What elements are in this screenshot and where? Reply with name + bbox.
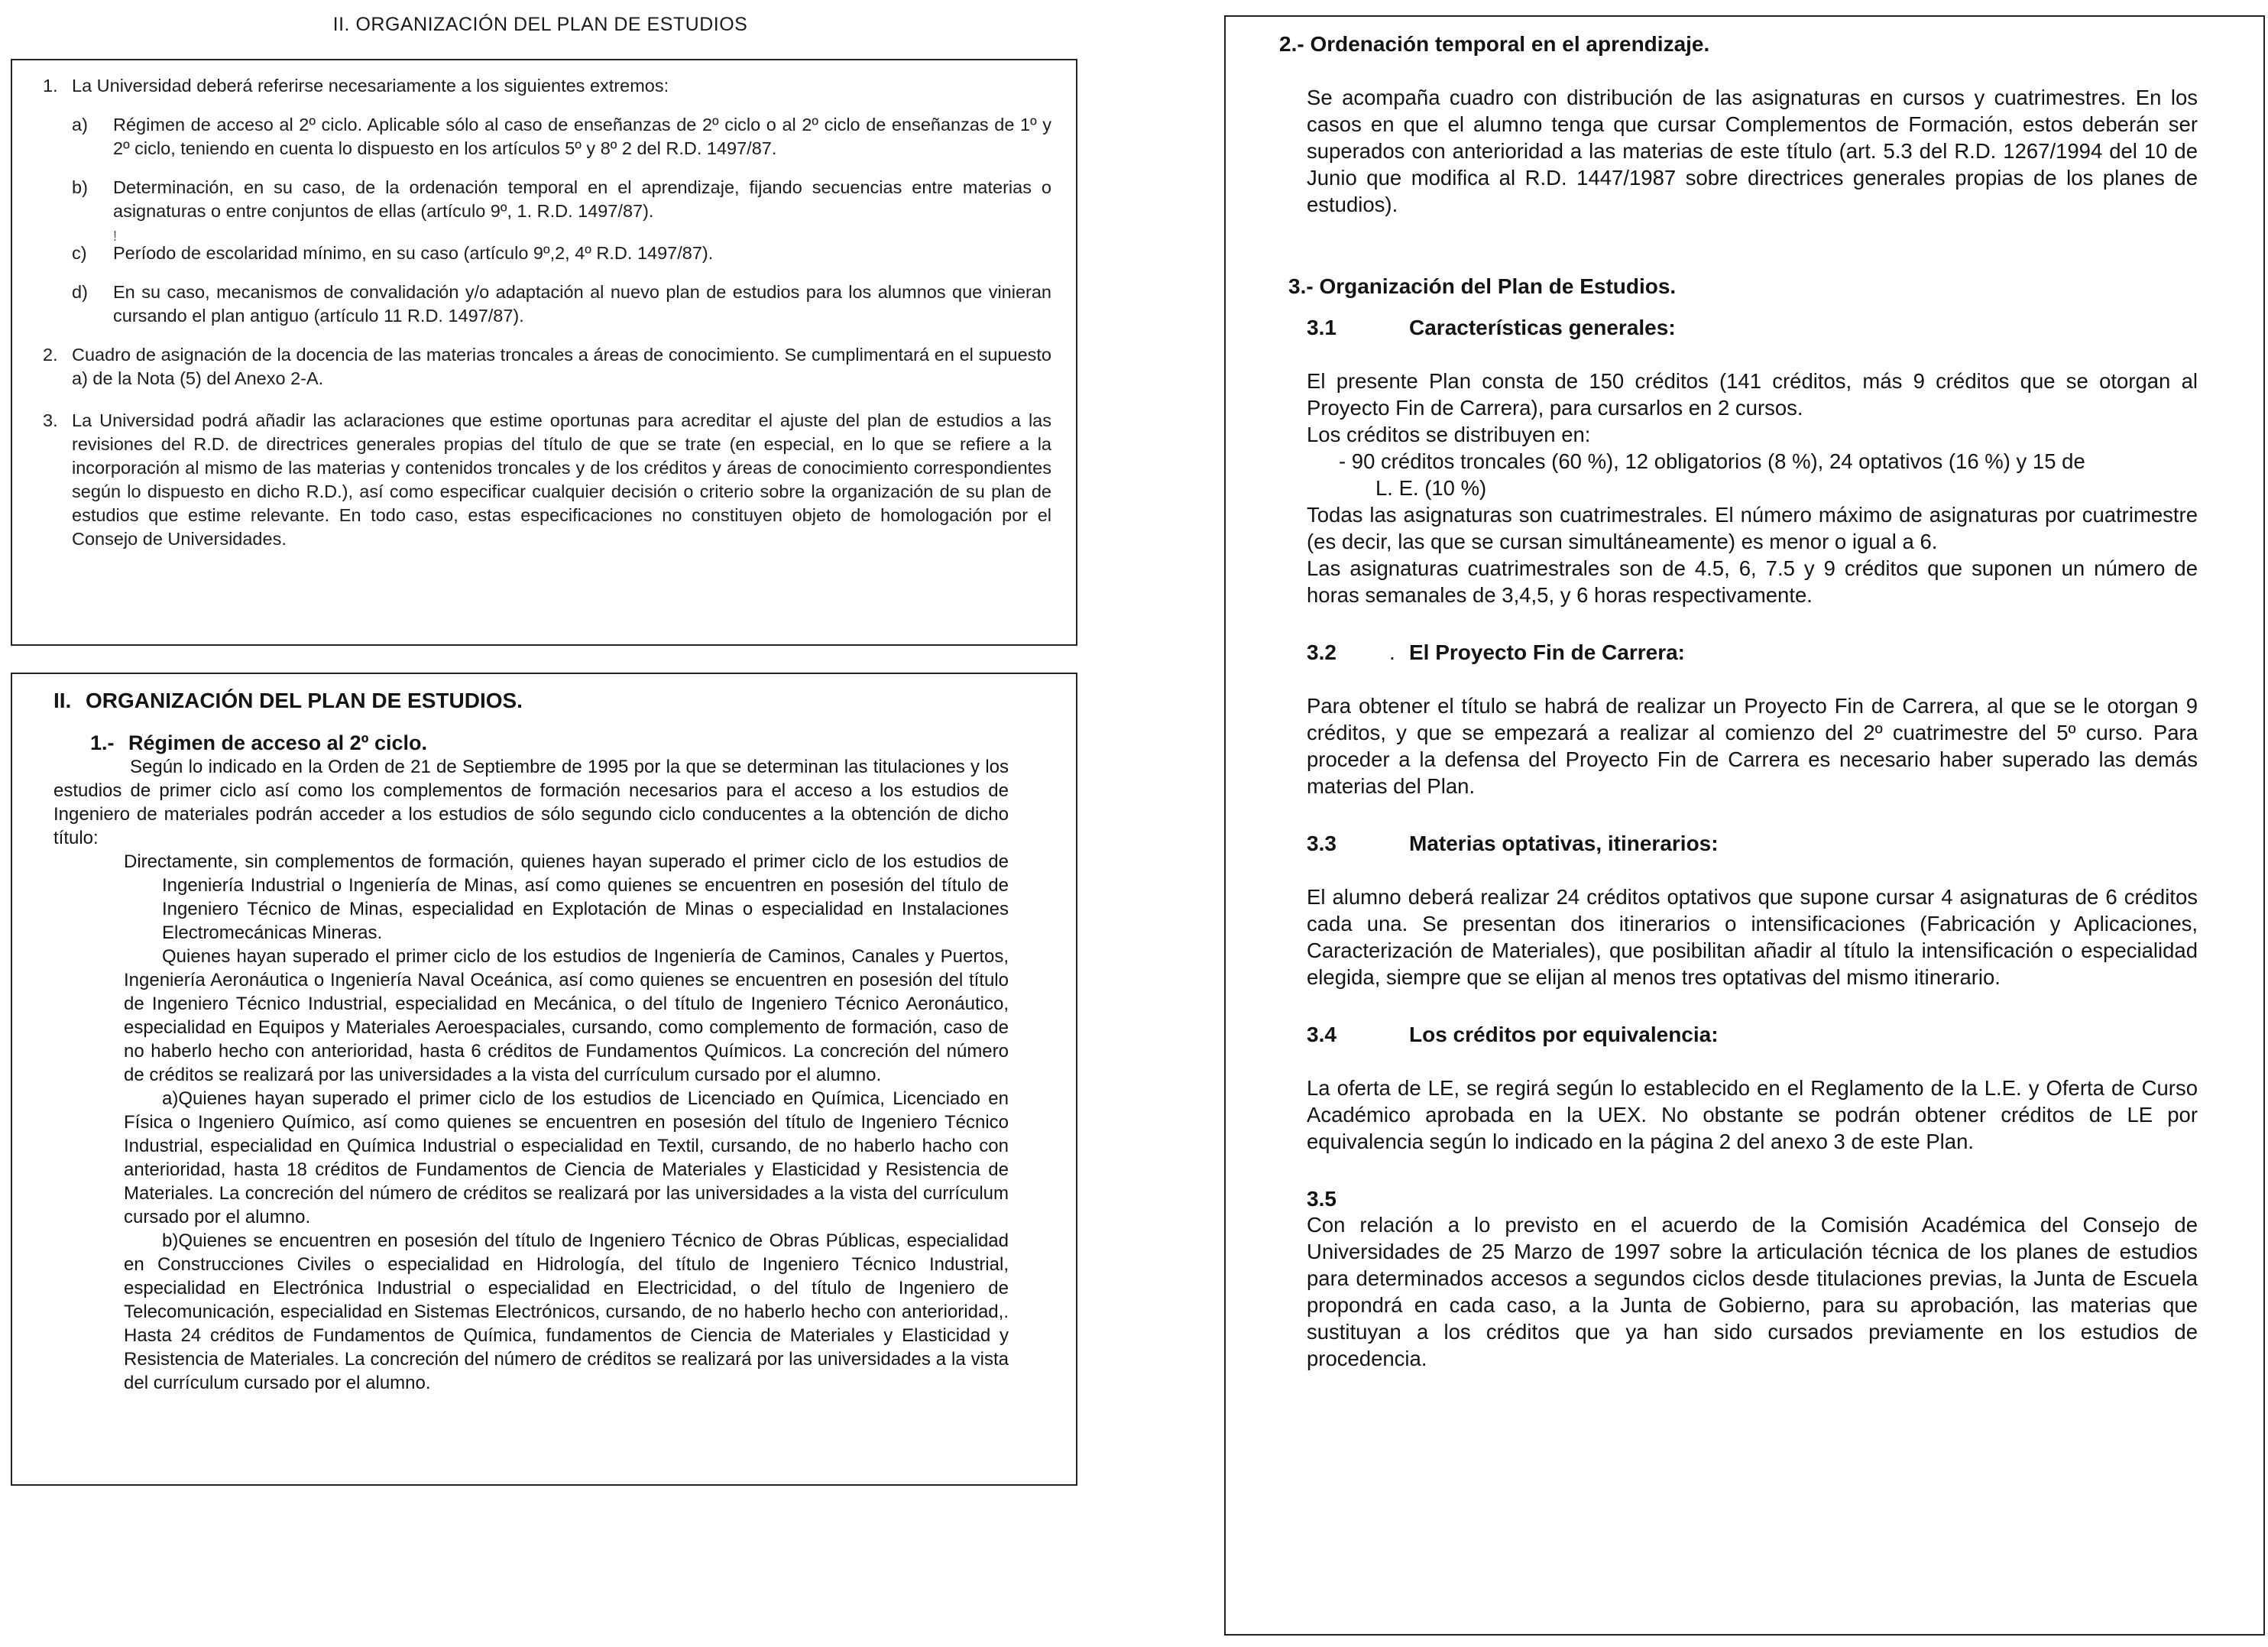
section-3-heading: 3.- Organización del Plan de Estudios.: [1288, 274, 1677, 298]
instruction-number: 3.: [43, 410, 58, 430]
instruction-text: La Universidad podrá añadir las aclaraciones que estime oportunas para acreditar el ajuste del plan de estudios a las revisiones del R.D. de directrices generales propias del título de que se trate (en especial, en lo que se refiere a la incorporación al mismo de las materias y contenidos troncales y de los créditos y áreas de conocimiento correspondientes según lo dispuesto en dicho R.D.), así como especificar cualquier decisión o criterio sobre la organización de su plan de estudios que estime relevante. En todo caso, estas especificaciones no constituyen objeto de homologación por el Consejo de Universidades.: [72, 410, 1051, 549]
subsection-3-3-heading: [1307, 830, 2198, 858]
proyecto-text: Para obtener el título se habrá de realizar un Proyecto Fin de Carrera, al que se le otorgan 9 créditos, y que se empezará a realizar al comienzo del 2º cuatrimestre del 5º curso. Para proceder a la defensa del Proyecto Fin de Carrera es necesario haber superado las demás materias del Plan.: [1307, 694, 2198, 798]
subitem-text: Período de escolaridad mínimo, en su caso (artículo 9º,2, 4º R.D. 1497/87).: [113, 243, 714, 263]
optativas-text: El alumno deberá realizar 24 créditos optativos que supone cursar 4 asignaturas de 6 créditos cada una. Se presentan dos itinerarios o intensificaciones (Fabricación y Aplicaciones, Caracterización de Materiales), que posibilitan añadir al título la intensificación o especialidad elegida, siempre que se elijan al menos tres optativas del mismo itinerario.: [1307, 885, 2198, 989]
subitem-mark: b): [72, 177, 88, 197]
subitem-c: [43, 242, 1051, 265]
subitem-mark: a): [72, 115, 88, 135]
subsection-number: 3.5: [1307, 1187, 1336, 1211]
equivalencia-text: La oferta de LE, se regirá según lo establecido en el Reglamento de la L.E. y Oferta de Curso Académico aprobada en la UEX. No obstante se podrán obtener créditos de LE por equivalencia según lo indicado en la página 2 del anexo 3 de este Plan.: [1307, 1076, 2198, 1153]
organizacion-box: [11, 673, 1077, 1486]
plan-details-box: [1224, 15, 2265, 1636]
subsection-title: El Proyecto Fin de Carrera:: [1409, 640, 1686, 664]
caracteristicas-p3: Todas las asignaturas son cuatrimestrales. El número máximo de asignaturas por cuatrimestre (es decir, las que se cursan simultáneamente) es menor o igual a 6.: [1307, 503, 2198, 553]
stray-mark: !: [113, 229, 118, 244]
organizacion-title: [53, 688, 1009, 714]
caracteristicas-p4: Las asignaturas cuatrimestrales son de 4.5, 6, 7.5 y 9 créditos que suponen un número de horas semanales de 3,4,5, y 6 horas respectivamente.: [1307, 556, 2198, 607]
instruction-text: La Universidad deberá referirse necesariamente a los siguientes extremos:: [72, 76, 669, 96]
instruction-item-2: [43, 343, 1051, 391]
subitem-text: En su caso, mecanismos de convalidación y/o adaptación al nuevo plan de estudios para los alumnos que vinieran cursando el plan antiguo (artículo 11 R.D. 1497/87).: [113, 282, 1051, 326]
instructions-box: [11, 59, 1077, 646]
subsection-number: 3.4: [1307, 1023, 1336, 1046]
section-1-intro: Según lo indicado en la Orden de 21 de Septiembre de 1995 por la que se determinan las titulaciones y los estudios de primer ciclo así como los complementos de formación necesarios para el acceso a los estudios de Ingeniero de materiales podrán acceder a los estudios de sólo segundo ciclo conducentes a la obtención de dicho título:: [53, 757, 1009, 848]
subsection-3-1-heading: [1307, 314, 2198, 342]
subitem-mark: d): [72, 282, 88, 302]
acceso-b-paragraph: b)Quienes se encuentren en posesión del título de Ingeniero Técnico de Obras Públicas, especialidad en Construcciones Civiles o especialidad en Hidrología, del título de Ingeniero Técnico Industrial, especialidad en Electrónica Industrial o especialidad en Electricidad, o del título de Ingeniero de Telecomunicación, especialidad en Sistemas Electrónicos, cursando, de no haberlo hecho con anterioridad,. Hasta 24 créditos de Fundamentos de Química, fundamentos de Ciencia de Materiales y Elasticidad y Resistencia de Materiales. La concreción del número de créditos se realizará por las universidades a la vista del currículum cursado por el alumno.: [124, 1230, 1009, 1393]
subsection-title: Características generales:: [1409, 316, 1676, 339]
section-number: 1.-: [90, 731, 115, 754]
subsection-3-4-heading: [1307, 1021, 2198, 1049]
creditos-distribution-cont: L. E. (10 %): [1375, 476, 1487, 500]
page-header: II. ORGANIZACIÓN DEL PLAN DE ESTUDIOS: [332, 14, 748, 35]
subsection-number: 3.3: [1307, 832, 1336, 855]
acuerdo-text: Con relación a lo previsto en el acuerdo de la Comisión Académica del Consejo de Universidades de 25 Marzo de 1997 sobre la articulación técnica de los planes de estudios para determinados accesos a segundos ciclos desde titulaciones previas, la Junta de Escuela propondrá en cada caso, a la Junta de Gobierno, para su aprobación, las materias que sustituyan a los créditos que ya han sido cursados previamente en los estudios de procedencia.: [1307, 1213, 2198, 1370]
title-text: ORGANIZACIÓN DEL PLAN DE ESTUDIOS.: [86, 689, 523, 712]
section-2-text: Se acompaña cuadro con distribución de las asignaturas en cursos y cuatrimestres. En los casos en que el alumno tenga que cursar Complementos de Formación, estos deberán ser superados con anterioridad a las materias de este título (art. 5.3 del R.D. 1267/1994 del 10 de Junio que modifica al R.D. 1447/1987 sobre directrices generales propias de los planes de estudios).: [1307, 86, 2198, 216]
subitem-d: [43, 280, 1051, 328]
subsection-3-2-heading: [1307, 639, 2198, 666]
acceso-directo-paragraph: Directamente, sin complementos de formación, quienes hayan superado el primer ciclo de los estudios de Ingeniería Industrial o Ingeniería de Minas, así como quienes se encuentren en posesión del título de Ingeniero Técnico de Minas, especialidad en Explotación de Minas o especialidad en Instalaciones Electromecánicas Mineras.: [124, 851, 1009, 943]
caracteristicas-p1: El presente Plan consta de 150 créditos (141 créditos, más 9 créditos que se otorgan al Proyecto Fin de Carrera), para cursarlos en 2 cursos.: [1307, 369, 2198, 420]
subitem-text: Régimen de acceso al 2º ciclo. Aplicable sólo al caso de enseñanzas de 2º ciclo o al 2º ciclo de enseñanzas de 1º y 2º ciclo, teniendo en cuenta lo dispuesto en los artículos 5º y 8º 2 del R.D. 1497/87.: [113, 115, 1051, 158]
section-2-heading: 2.- Ordenación temporal en el aprendizaje.: [1279, 32, 1710, 56]
caracteristicas-p2: Los créditos se distribuyen en:: [1307, 423, 1591, 446]
subitem-text: Determinación, en su caso, de la ordenación temporal en el aprendizaje, fijando secuencias entre materias o asignaturas o entre conjuntos de ellas (artículo 9º, 1. R.D. 1497/87).: [113, 177, 1051, 221]
acceso-a-paragraph: a)Quienes hayan superado el primer ciclo de los estudios de Licenciado en Química, Licenciado en Física o Ingeniero Químico, así como quienes se encuentren en posesión del título de Ingeniero Técnico Industrial, especialidad en Química Industrial o especialidad en Textil, cursando, de no haberlo hacho con anterioridad, hasta 18 créditos de Fundamentos de Ciencia de Materiales y Elasticidad y Resistencia de Materiales. La concreción del número de créditos se realizará por las universidades a la vista del currículum cursado por el alumno.: [124, 1088, 1009, 1227]
subitem-mark: c): [72, 243, 87, 263]
subsection-title: Materias optativas, itinerarios:: [1409, 832, 1719, 855]
acceso-quienes-paragraph: Quienes hayan superado el primer ciclo de los estudios de Ingeniería de Caminos, Canales y Puertos, Ingeniería Aeronáutica o Ingeniería Naval Oceánica, así como quienes se encuentren en posesión del título de Ingeniero Técnico Industrial, especialidad en Mecánica, o del título de Ingeniero Técnico Aeronáutico, especialidad en Equipos y Materiales Aeroespaciales, cursando, como complemento de formación, caso de no haberlo hecho con anterioridad, hasta 6 créditos de Fundamentos Químicos. La concreción del número de créditos se realizará por las universidades a la vista del currículum cursado por el alumno.: [124, 946, 1009, 1085]
instruction-number: 1.: [43, 76, 58, 96]
instruction-text: Cuadro de asignación de la docencia de las materias troncales a áreas de conocimiento. Se cumplimentará en el supuesto a) de la Nota (5) del Anexo 2-A.: [72, 345, 1051, 388]
subsection-title: Los créditos por equivalencia:: [1409, 1023, 1719, 1046]
stray-dot: .: [1389, 640, 1395, 664]
subsection-number: 3.2: [1307, 640, 1336, 664]
subitem-a: [43, 113, 1051, 160]
instruction-number: 2.: [43, 345, 58, 365]
subsection-number: 3.1: [1307, 316, 1336, 339]
section-title: Régimen de acceso al 2º ciclo.: [128, 731, 428, 754]
instruction-item-1: [43, 74, 1051, 98]
title-number: II.: [53, 689, 72, 712]
subitem-b: [43, 176, 1051, 223]
instruction-sublist: [43, 113, 1051, 328]
section-1-heading: [53, 731, 1009, 755]
instruction-item-3: [43, 409, 1051, 551]
creditos-distribution: - 90 créditos troncales (60 %), 12 obligatorios (8 %), 24 optativos (16 %) y 15 de: [1339, 449, 2085, 473]
